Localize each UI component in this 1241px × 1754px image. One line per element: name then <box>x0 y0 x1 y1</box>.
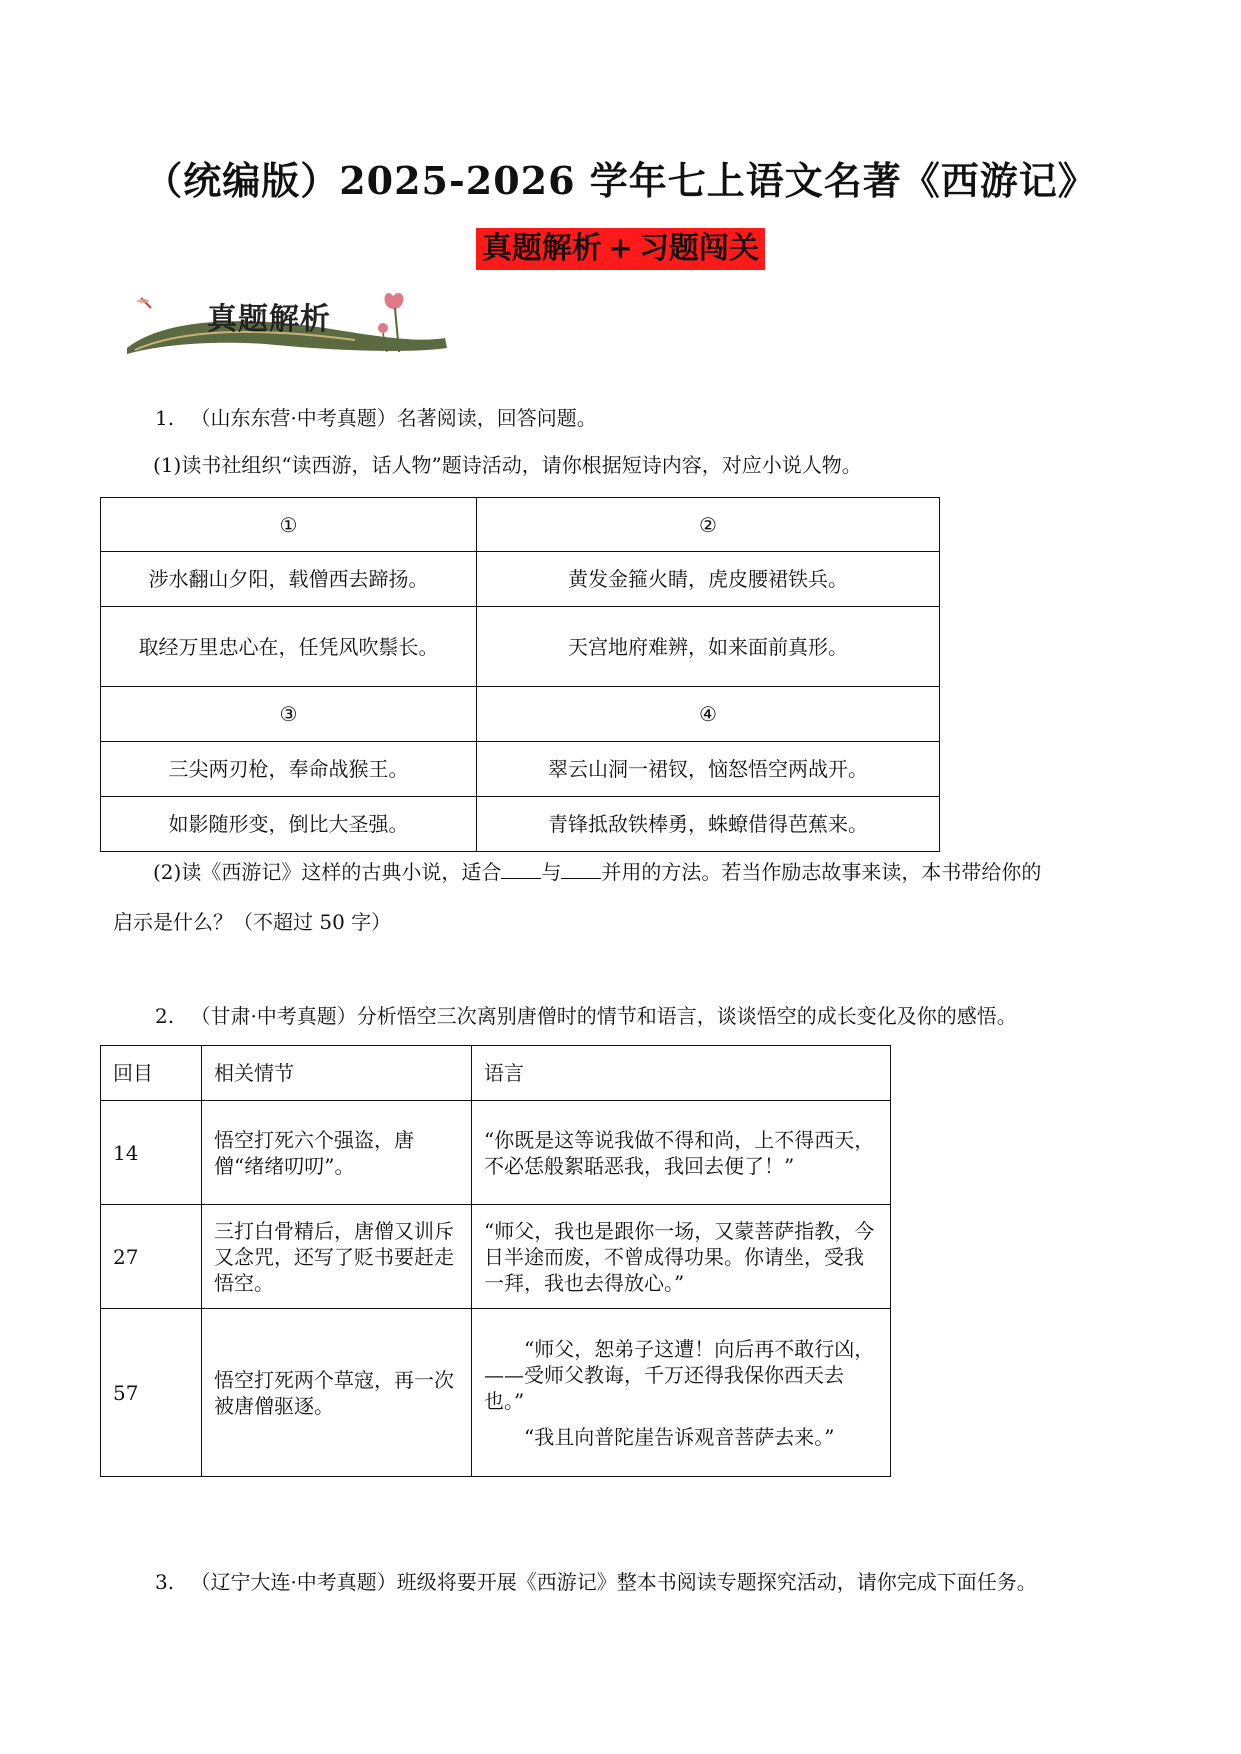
answer-blank <box>501 860 541 879</box>
q1-part2-a: (2)读《西游记》这样的古典小说，适合 <box>153 860 502 884</box>
table-cell: 黄发金箍火睛，虎皮腰裙铁兵。 <box>477 552 940 607</box>
speech-line: “我且向普陀崖告诉观音菩萨去来。” <box>524 1424 835 1449</box>
q3-number: 3. <box>155 1570 175 1594</box>
poem-table <box>100 497 940 852</box>
dragonfly-icon <box>137 298 151 308</box>
header-chapter: 回目 <box>101 1046 202 1101</box>
table-cell: ① <box>101 498 477 552</box>
plot-cell: 悟空打死两个草寇，再一次被唐僧驱逐。 <box>202 1309 472 1477</box>
table-cell: ② <box>477 498 940 552</box>
speech-cell <box>472 1309 891 1477</box>
document-title: （统编版）2025-2026 学年七上语文名著《西游记》 <box>144 158 1097 203</box>
header-plot: 相关情节 <box>202 1046 472 1101</box>
table-cell: 青锋抵敌铁棒勇，蛛蟟借得芭蕉来。 <box>477 797 940 852</box>
subtitle-right: 习题闯关 <box>633 228 765 270</box>
chapter-cell: 14 <box>101 1101 202 1205</box>
plot-cell: 三打白骨精后，唐僧又训斥又念咒，还写了贬书要赶走悟空。 <box>202 1205 472 1309</box>
table-row <box>101 742 940 797</box>
q2-number: 2. <box>155 1004 175 1028</box>
table-cell: 如影随形变，倒比大圣强。 <box>101 797 477 852</box>
table-row <box>101 552 940 607</box>
answer-blank <box>561 860 601 879</box>
chapter-cell: 27 <box>101 1205 202 1309</box>
subtitle-plus: + <box>608 228 633 270</box>
table-row <box>101 1309 891 1477</box>
q1-stem: （山东东营·中考真题）名著阅读，回答问题。 <box>190 406 597 430</box>
table-cell: 涉水翻山夕阳，载僧西去蹄扬。 <box>101 552 477 607</box>
table-row <box>101 498 940 552</box>
subtitle <box>0 228 1241 270</box>
chapter-table <box>100 1045 891 1477</box>
q2-line <box>155 1002 1017 1030</box>
speech-line: “师父，恕弟子这遭！向后再不敢行凶，——受师父教诲，千万还得我保你西天去也。” <box>484 1336 875 1413</box>
table-row <box>101 1101 891 1205</box>
speech-cell: “师父，我也是跟你一场，又蒙菩萨指教，今日半途而废，不曾成得功果。你请坐，受我一拜，我也去得放心。” <box>472 1205 891 1309</box>
q1-number: 1. <box>155 406 175 430</box>
table-cell: 翠云山洞一裙钗，恼怒悟空两战开。 <box>477 742 940 797</box>
q1-line <box>155 404 597 432</box>
q3-line <box>155 1568 1037 1596</box>
banner-label: 真题解析 <box>207 302 331 337</box>
q1-part2-d: 启示是什么？（不超过 50 字） <box>113 910 392 934</box>
subtitle-left: 真题解析 <box>476 228 608 270</box>
q1-part1: (1)读书社组织“读西游，话人物”题诗活动，请你根据短诗内容，对应小说人物。 <box>153 453 862 477</box>
q1-part2-b: 与 <box>541 860 562 884</box>
table-row <box>101 797 940 852</box>
table-cell: ④ <box>477 687 940 742</box>
header-speech: 语言 <box>472 1046 891 1101</box>
speech-cell: “你既是这等说我做不得和尚，上不得西天，不必恁般絮聒恶我，我回去便了！” <box>472 1101 891 1205</box>
section-banner <box>125 288 473 360</box>
table-row <box>101 1205 891 1309</box>
q2-stem: （甘肃·中考真题）分析悟空三次离别唐僧时的情节和语言，谈谈悟空的成长变化及你的感悟。 <box>190 1004 1017 1028</box>
table-row <box>101 607 940 687</box>
table-header-row <box>101 1046 891 1101</box>
table-cell: 取经万里忠心在，任凭风吹鬃长。 <box>101 607 477 687</box>
q1-part2 <box>153 858 1041 886</box>
table-row <box>101 687 940 742</box>
table-cell: 天宫地府难辨，如来面前真形。 <box>477 607 940 687</box>
plot-cell: 悟空打死六个强盗，唐僧“绪绪叨叨”。 <box>202 1101 472 1205</box>
q3-stem: （辽宁大连·中考真题）班级将要开展《西游记》整本书阅读专题探究活动，请你完成下面任务。 <box>190 1570 1037 1594</box>
table-cell: ③ <box>101 687 477 742</box>
chapter-cell: 57 <box>101 1309 202 1477</box>
table-cell: 三尖两刃枪，奉命战猴王。 <box>101 742 477 797</box>
q1-part2-c: 并用的方法。若当作励志故事来读，本书带给你的 <box>601 860 1042 884</box>
